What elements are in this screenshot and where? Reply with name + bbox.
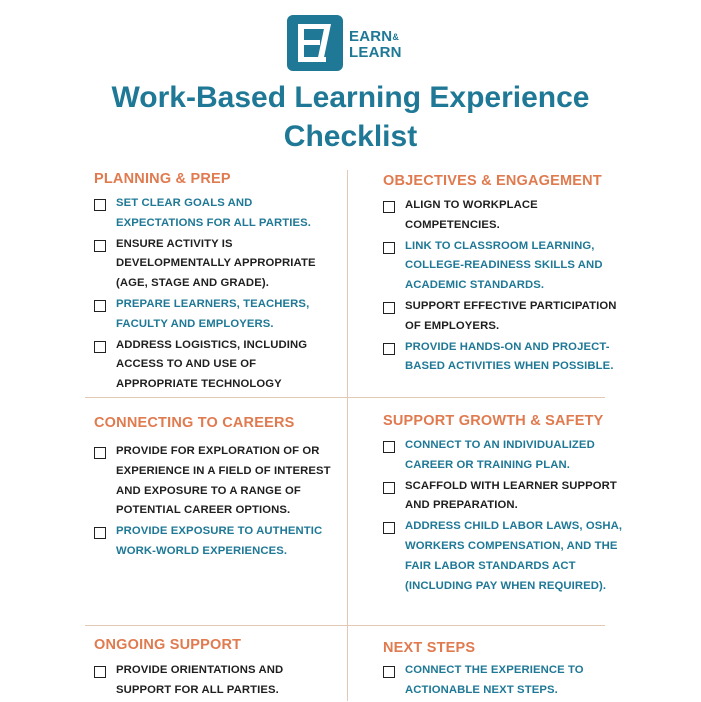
checkbox[interactable] [94,341,106,353]
checkbox[interactable] [383,201,395,213]
checkbox[interactable] [94,300,106,312]
checkbox[interactable] [383,343,395,355]
row-divider-1 [85,397,605,398]
title-line-2: Checklist [283,120,418,153]
ladder-e-logo-icon [287,15,343,71]
item-text: SET CLEAR GOALS AND EXPECTATIONS FOR ALL PARTIES. [116,197,311,229]
logo-word-learn: LEARN [349,44,402,61]
checkbox[interactable] [383,666,395,678]
checkbox[interactable] [383,302,395,314]
checkbox[interactable] [94,199,106,211]
title-line-1: Work-Based Learning Experience [111,81,590,114]
section-heading: SUPPORT GROWTH & SAFETY [383,413,604,429]
page-title [0,78,701,156]
item-text: PROVIDE EXPOSURE TO AUTHENTIC WORK-WORLD EXPERIENCES. [116,525,323,557]
item-text: PROVIDE FOR EXPLORATION OF OR EXPERIENCE IN A FIELD OF INTEREST AND EXPOSURE TO A RANGE OF POTENTIAL CAREER OPTIONS. [116,445,331,517]
section-heading: PLANNING & PREP [94,171,231,187]
item-text: CONNECT TO AN INDIVIDUALIZED CAREER OR TRAINING PLAN. [405,439,595,471]
checklist-item [94,442,334,521]
checklist-item [383,436,623,476]
item-text: LINK TO CLASSROOM LEARNING, COLLEGE-READINESS SKILLS AND ACADEMIC STANDARDS. [405,239,603,292]
item-text: CONNECT THE EXPERIENCE TO ACTIONABLE NEXT STEPS. [405,664,584,696]
logo-word-earn: EARN [349,28,393,45]
section-next-steps [383,639,623,702]
item-text: ALIGN TO WORKPLACE COMPETENCIES. [405,199,538,231]
section-support-growth-safety [383,412,623,597]
section-heading: NEXT STEPS [383,640,476,656]
item-text: ADDRESS LOGISTICS, INCLUDING ACCESS TO AND USE OF APPROPRIATE TECHNOLOGY [116,338,308,391]
item-text: SUPPORT EFFECTIVE PARTICIPATION OF EMPLOYERS. [405,299,617,332]
section-ongoing-support [94,636,334,702]
column-divider [347,170,348,701]
item-text: SCAFFOLD WITH LEARNER SUPPORT AND PREPARATION. [405,479,617,512]
checkbox[interactable] [383,522,395,534]
section-heading: CONNECTING TO CAREERS [94,415,295,431]
checklist-item [94,522,334,562]
checklist-item [94,336,334,395]
checklist-item [383,237,623,296]
logo-ampersand: & [392,32,400,42]
checkbox[interactable] [383,242,395,254]
item-text: PREPARE LEARNERS, TEACHERS, FACULTY AND EMPLOYERS. [116,297,310,330]
checklist-item [383,517,623,596]
checklist-item [94,295,334,335]
section-planning-prep [94,170,334,396]
checklist-item [94,235,334,294]
logo-wordmark [349,29,402,61]
checklist-item [383,338,623,378]
section-connecting-to-careers [94,414,334,563]
checklist-item [383,196,623,236]
section-heading: ONGOING SUPPORT [94,637,242,653]
section-objectives-engagement [383,172,623,378]
item-text: ADDRESS CHILD LABOR LAWS, OSHA, WORKERS COMPENSATION, AND THE FAIR LABOR STANDARDS ACT (INCLUDING PAY WHEN REQUIRED). [405,520,623,592]
section-heading: OBJECTIVES & ENGAGEMENT [383,173,602,189]
checklist-item [383,297,623,337]
item-text: ENSURE ACTIVITY IS DEVELOPMENTALLY APPROPRIATE (AGE, STAGE AND GRADE). [116,237,316,290]
checklist-item [94,661,334,701]
checkbox[interactable] [383,482,395,494]
checklist-item [383,477,623,517]
item-text: PROVIDE ORIENTATIONS AND SUPPORT FOR ALL PARTIES. [116,664,284,696]
checkbox[interactable] [383,441,395,453]
checklist-item [383,661,623,701]
row-divider-2 [85,625,605,626]
checklist-item [94,194,334,234]
item-text: PROVIDE HANDS-ON AND PROJECT-BASED ACTIVITIES WHEN POSSIBLE. [405,340,614,373]
earn-and-learn-logo [287,15,417,73]
checkbox[interactable] [94,447,106,459]
checkbox[interactable] [94,240,106,252]
checkbox[interactable] [94,527,106,539]
checkbox[interactable] [94,666,106,678]
